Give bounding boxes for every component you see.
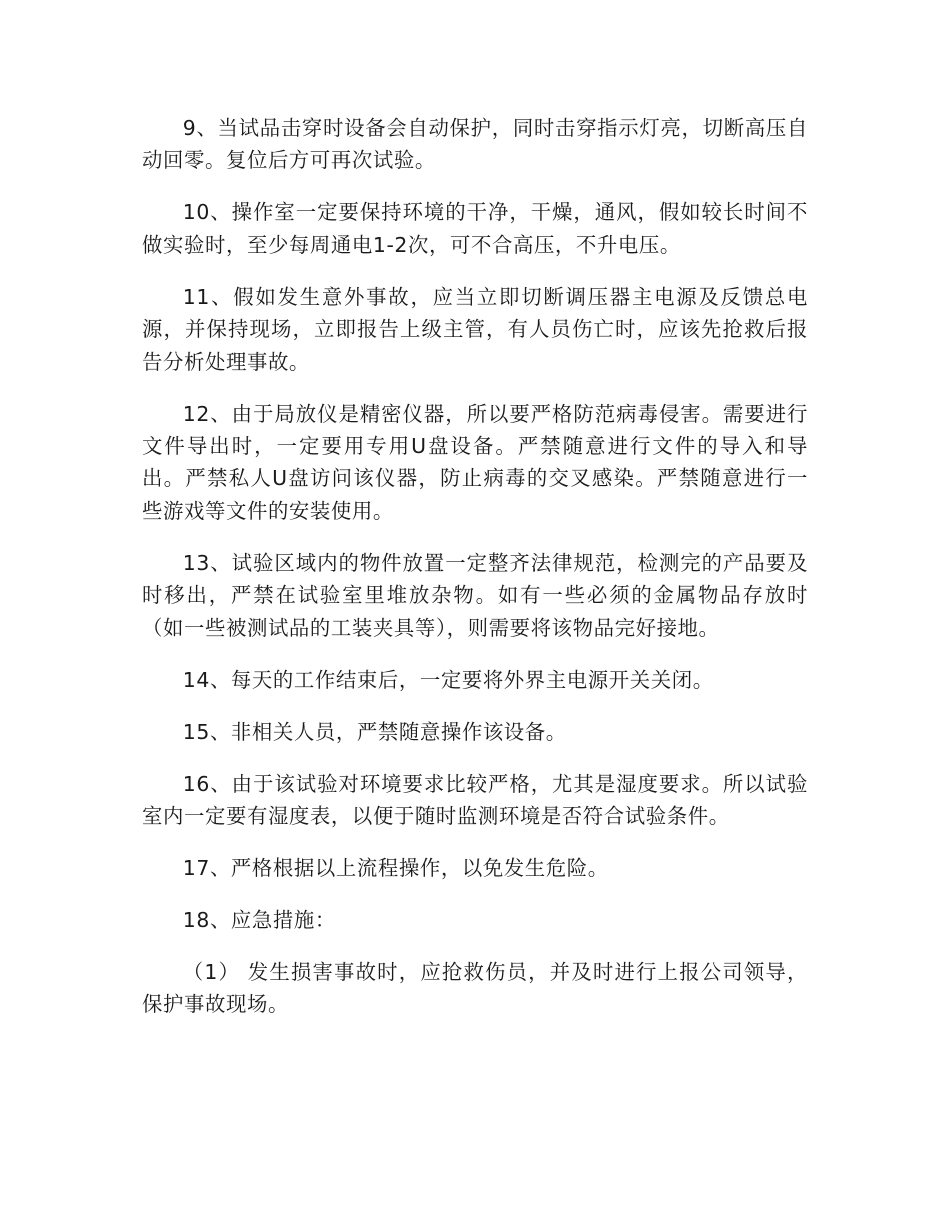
paragraph-subitem-1: （1） 发生损害事故时，应抢救伤员，并及时进行上报公司领导，保护事故现场。 bbox=[142, 960, 808, 1017]
paragraph-item-12: 12、由于局放仪是精密仪器，所以要严格防范病毒侵害。需要进行文件导出时，一定要用专用U盘设备。严禁随意进行文件的导入和导出。严禁私人U盘访问该仪器，防止病毒的交叉感染。严禁随意进行一些游戏等文件的安装使用。 bbox=[142, 401, 808, 523]
paragraph-item-9: 9、当试品击穿时设备会自动保护，同时击穿指示灯亮，切断高压自动回零。复位后方可再次试验。 bbox=[142, 116, 808, 173]
paragraph-item-11: 11、假如发生意外事故，应当立即切断调压器主电源及反馈总电源，并保持现场，立即报告上级主管，有人员伤亡时，应该先抢救后报告分析处理事故。 bbox=[142, 284, 808, 374]
paragraph-item-15: 15、非相关人员，严禁随意操作该设备。 bbox=[182, 719, 567, 744]
document-body bbox=[142, 112, 808, 1040]
paragraph-item-18: 18、应急措施： bbox=[182, 908, 336, 933]
paragraph-item-10: 10、操作室一定要保持环境的干净，干燥，通风，假如较长时间不做实验时，至少每周通电1-2次，可不合高压，不升电压。 bbox=[142, 200, 808, 257]
paragraph-item-14: 14、每天的工作结束后，一定要将外界主电源开关关闭。 bbox=[182, 667, 714, 692]
paragraph-item-13: 13、试验区域内的物件放置一定整齐法律规范，检测完的产品要及时移出，严禁在试验室里堆放杂物。如有一些必须的金属物品存放时（如一些被测试品的工装夹具等），则需要将该物品完好接地。 bbox=[142, 550, 808, 640]
paragraph-item-16: 16、由于该试验对环境要求比较严格，尤其是湿度要求。所以试验室内一定要有湿度表，以便于随时监测环境是否符合试验条件。 bbox=[142, 771, 808, 829]
paragraph-item-17: 17、严格根据以上流程操作，以免发生危险。 bbox=[182, 856, 609, 881]
